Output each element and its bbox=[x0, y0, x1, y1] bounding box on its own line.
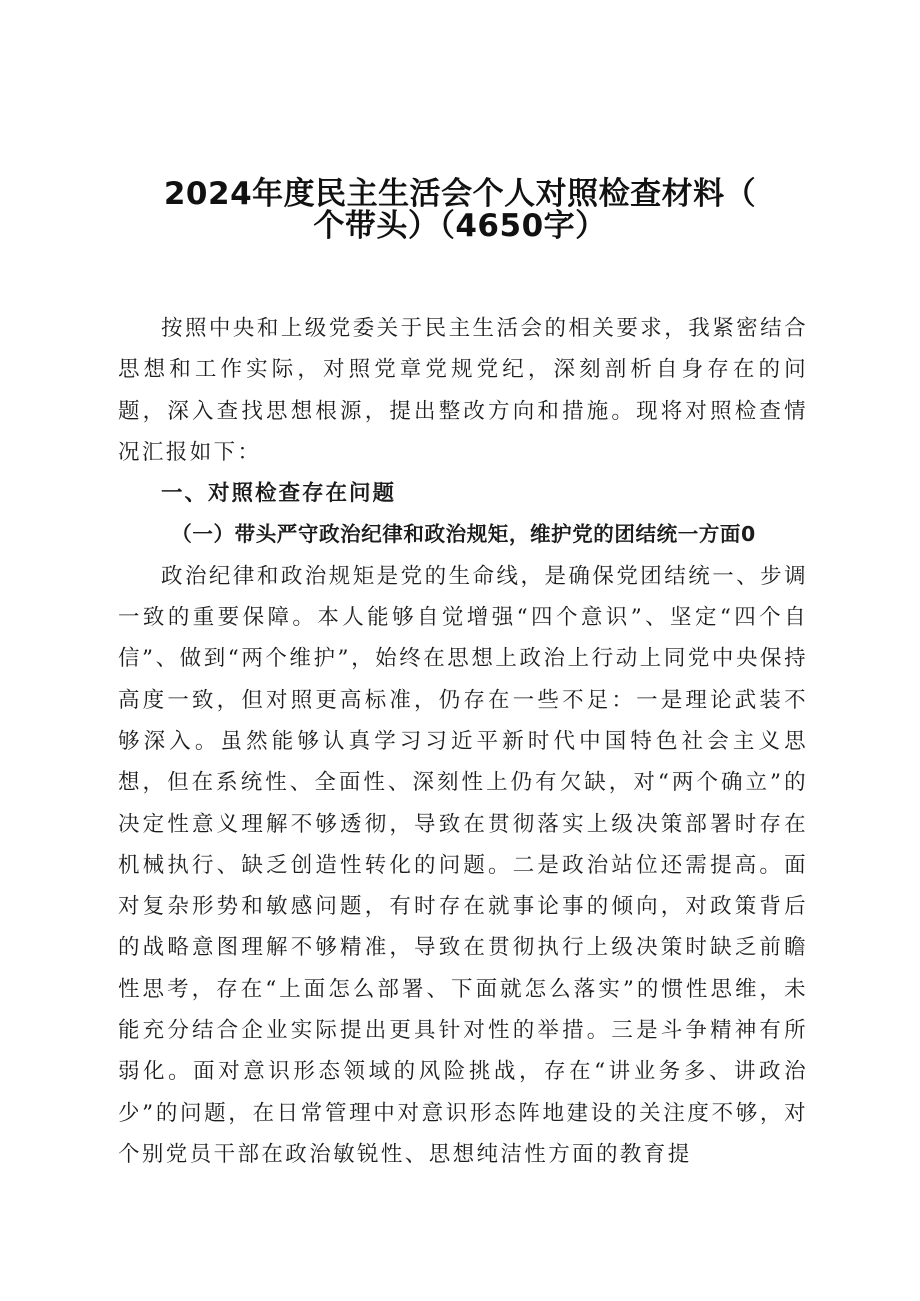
document-body bbox=[118, 308, 808, 1175]
intro-paragraph: 按照中央和上级党委关于民主生活会的相关要求，我紧密结合思想和工作实际，对照党章党规党纪，深刻剖析自身存在的问题，深入查找思想根源，提出整改方向和措施。现将对照检查情况汇报如下： bbox=[118, 316, 808, 465]
document-title-line-1: 2024年度民主生活会个人对照检查材料（ bbox=[163, 176, 757, 212]
document-title-line-2: 个带头）（4650字） bbox=[313, 208, 607, 244]
subsection-heading: （一）带头严守政治纪律和政治规矩，维护党的团结统一方面0 bbox=[171, 522, 756, 547]
section-heading: 一、对照检查存在问题 bbox=[161, 481, 397, 507]
body-paragraph: 政治纪律和政治规矩是党的生命线，是确保党团结统一、步调一致的重要保障。本人能够自觉增强“四个意识”、坚定“四个自信”、做到“两个维护”，始终在思想上政治上行动上同党中央保持高度一致，但对照更高标准，仍存在一些不足：一是理论武装不够深入。虽然能够认真学习习近平新时代中国特色社会主义思想，但在系统性、全面性、深刻性上仍有欠缺，对“两个确立”的决定性意义理解不够透彻，导致在贯彻落实上级决策部署时存在机械执行、缺乏创造性转化的问题。二是政治站位还需提高。面对复杂形势和敏感问题，有时存在就事论事的倾向，对政策背后的战略意图理解不够精准，导致在贯彻执行上级决策时缺乏前瞻性思考，存在“上面怎么部署、下面就怎么落实”的惯性思维，未能充分结合企业实际提出更具针对性的举措。三是斗争精神有所弱化。面对意识形态领域的风险挑战，存在“讲业务多、讲政治少”的问题，在日常管理中对意识形态阵地建设的关注度不够，对个别党员干部在政治敏锐性、思想纯洁性方面的教育提 bbox=[118, 563, 808, 1167]
